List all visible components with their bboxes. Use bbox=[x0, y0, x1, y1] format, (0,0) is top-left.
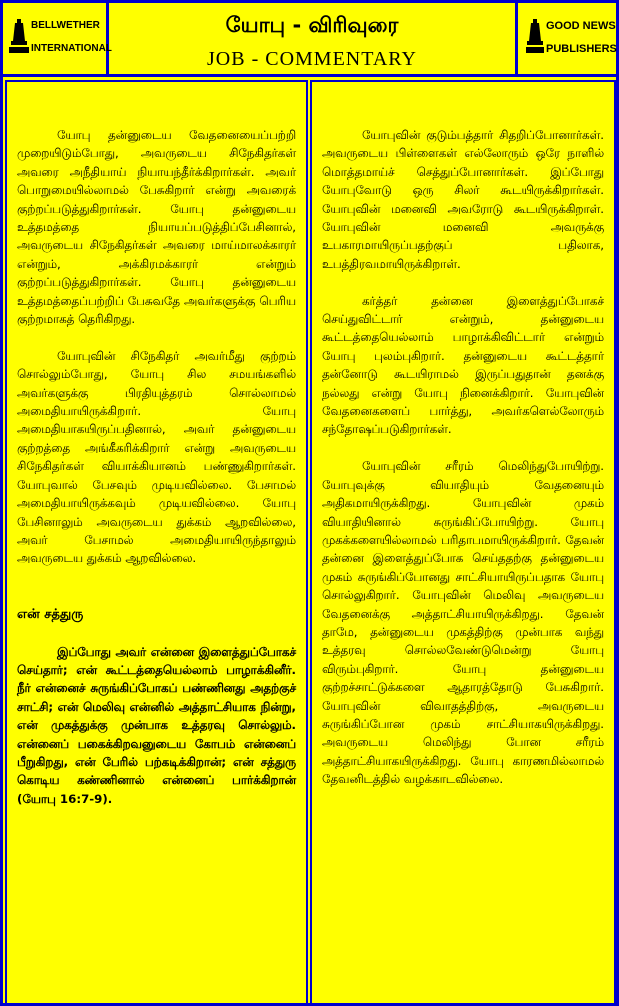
right-paragraph-1: யோபுவின் குடும்பத்தார் சிதறிப்போனார்கள். அவருடைய பிள்ளைகள் எல்லோரும் ஒரே நாளில் மொத்தமாய்ச் செத்துப்போனார்கள். இப்போது யோபுவோடு ஒரு சிலர் கூடயிருக்கிறார்கள். யோபுவின் மனைவி அவரோடு கூடயிருக்கிறாள். யோபுவின் மனைவி அவருக்கு உபகாரமாயிருப்பதற்குப் பதிலாக, உபத்திரவமாயிருக்கிறாள். bbox=[322, 128, 604, 271]
title-block bbox=[109, 3, 515, 74]
right-column-text bbox=[322, 126, 604, 807]
scripture-quote: இப்போது அவர் என்னை இளைத்துப்போகச் செய்தார்; என் கூட்டத்தையெல்லாம் பாழாக்கினீர். நீர் என்னைச் சுருங்கிப்போகப் பண்ணினது அதற்குச் சாட்சி; என் மெலிவு என்னில் அத்தாட்சியாக நின்று, என் முகத்துக்கு முன்பாக உத்தரவு சொல்லும். என்னைப் பகைக்கிறவனுடைய கோபம் என்னைப் பீறுகிறது, என் பேரில் பற்கடிக்கிறான்; என் சத்துரு கொடிய கண்ணினால் என்னைப் பார்க்கிறான் (யோபு 16:7-9). bbox=[17, 644, 296, 806]
left-paragraph-1: யோபு தன்னுடைய வேதனையைப்பற்றி முறையிடும்போது, அவருடைய சிநேகிதர்கள் அவரை அநீதியாய் நியாயந்தீர்க்கிறார்கள். அவர் பொறுமையில்லாமல் பேசுகிறார் என்று அவரைக் குற்றப்படுத்துகிறார்கள். யோபு தன்னுடைய உத்தமத்தை நியாயப்படுத்திப்பேசினால், அவருடைய சிநேகிதர்கள் அவரை மாய்மாலக்காரர் என்றும், அக்கிரமக்காரர் என்றும் குற்றப்படுத்துகிறார்கள். யோபு தன்னுடைய உத்தமத்தைப்பற்றிப் பேசுவதே அவர்களுக்கு பெரிய குற்றமாகத் தெரிகிறது. bbox=[17, 128, 296, 327]
left-column bbox=[5, 80, 308, 1005]
left-logo-line2: INTERNATIONAL bbox=[31, 43, 112, 54]
good-news-logo bbox=[515, 3, 616, 74]
left-logo-line1: BELLWETHER bbox=[31, 20, 100, 31]
left-paragraph-2: யோபுவின் சிநேகிதர் அவர்மீது குற்றம் சொல்லும்போது, யோபு சில சமயங்களில் அவர்களுக்கு பிரதியுத்தரம் சொல்லாமல் அமைதியாயிருக்கிறார். யோபு அமைதியாகயிருப்பதினால், அவர் தன்னுடைய குற்றத்தை அங்கீகரிக்கிறார் என்று அவருடைய சிநேகிதர்கள் வியாக்கியானம் பண்ணுகிறார்கள். யோபுவால் பேசவும் முடியவில்லை. பேசாமல் அமைதியாயிருக்கவும் முடியவில்லை. யோபு பேசினாலும் அவருடைய துக்கம் ஆறவில்லை, அவர் பேசாமல் அமைதியாயிருந்தாலும் அவருடைய துக்கம் ஆறவில்லை. bbox=[17, 348, 296, 566]
title-tamil: யோபு - விரிவுரை bbox=[225, 13, 399, 37]
bellwether-logo-icon bbox=[9, 17, 29, 57]
right-logo-line1: GOOD NEWS bbox=[546, 20, 616, 32]
header bbox=[3, 3, 616, 77]
right-logo-line2: PUBLISHERS bbox=[546, 43, 617, 55]
right-paragraph-2: கர்த்தர் தன்னை இளைத்துப்போகச் செய்துவிட்டார் என்றும், தன்னுடைய கூட்டத்தையெல்லாம் பாழாக்கிவிட்டார் என்றும் யோபு புலம்புகிறார். தன்னுடைய கூட்டத்தார் தன்னோடு கூடயிராமல் இருப்பதுதான் தனக்கு நல்லது என்று யோபு நினைக்கிறார். யோபுவின் வேதனைகளைப் பார்த்து, அவர்களெல்லோரும் சந்தோஷப்படுகிறார்கள். bbox=[322, 293, 604, 437]
left-column-text bbox=[17, 126, 296, 827]
good-news-publishers-logo-icon bbox=[526, 17, 544, 57]
title-english: JOB - COMMENTARY bbox=[207, 48, 417, 70]
section-heading: என் சத்துரு bbox=[17, 607, 84, 623]
bellwether-logo bbox=[3, 3, 112, 74]
right-column bbox=[310, 80, 616, 1005]
right-paragraph-3: யோபுவின் சரீரம் மெலிந்துபோயிற்று. யோபுவுக்கு வியாதியும் வேதனையும் அதிகமாயிருக்கிறது. யோபுவின் முகம் வியாதியினால் சுருங்கிப்போயிற்று. யோபு முகக்களையில்லாமல் பரிதாபமாயிருக்கிறார். தேவன் தன்னை இளைத்துப்போக செய்ததற்கு தன்னுடைய முகம் சுருங்கிப்போனது சாட்சியாயிருப்பதாக யோபு சொல்லுகிறார். யோபுவின் மெலிவு அவருடைய வேதனைக்கு அத்தாட்சியாயிருக்கிறது. தேவன் தாமே, தன்னுடைய முகத்திற்கு முன்பாக வந்து உத்தரவு சொல்லவேண்டுமென்று யோபு விரும்புகிறார். யோபு தன்னுடைய குற்றச்சாட்டுக்களை ஆதாரத்தோடு பேசுகிறார். யோபுவின் விவாதத்திற்கு, அவருடைய சுருங்கிப்போன முகம் சாட்சியாகயிருக்கிறது. அவருடைய மெலிந்து போன சரீரம் அத்தாட்சியாகயிருக்கிறது. யோபு காரணமில்லாமல் தேவனிடத்தில் வழக்காடவில்லை. bbox=[322, 459, 604, 787]
